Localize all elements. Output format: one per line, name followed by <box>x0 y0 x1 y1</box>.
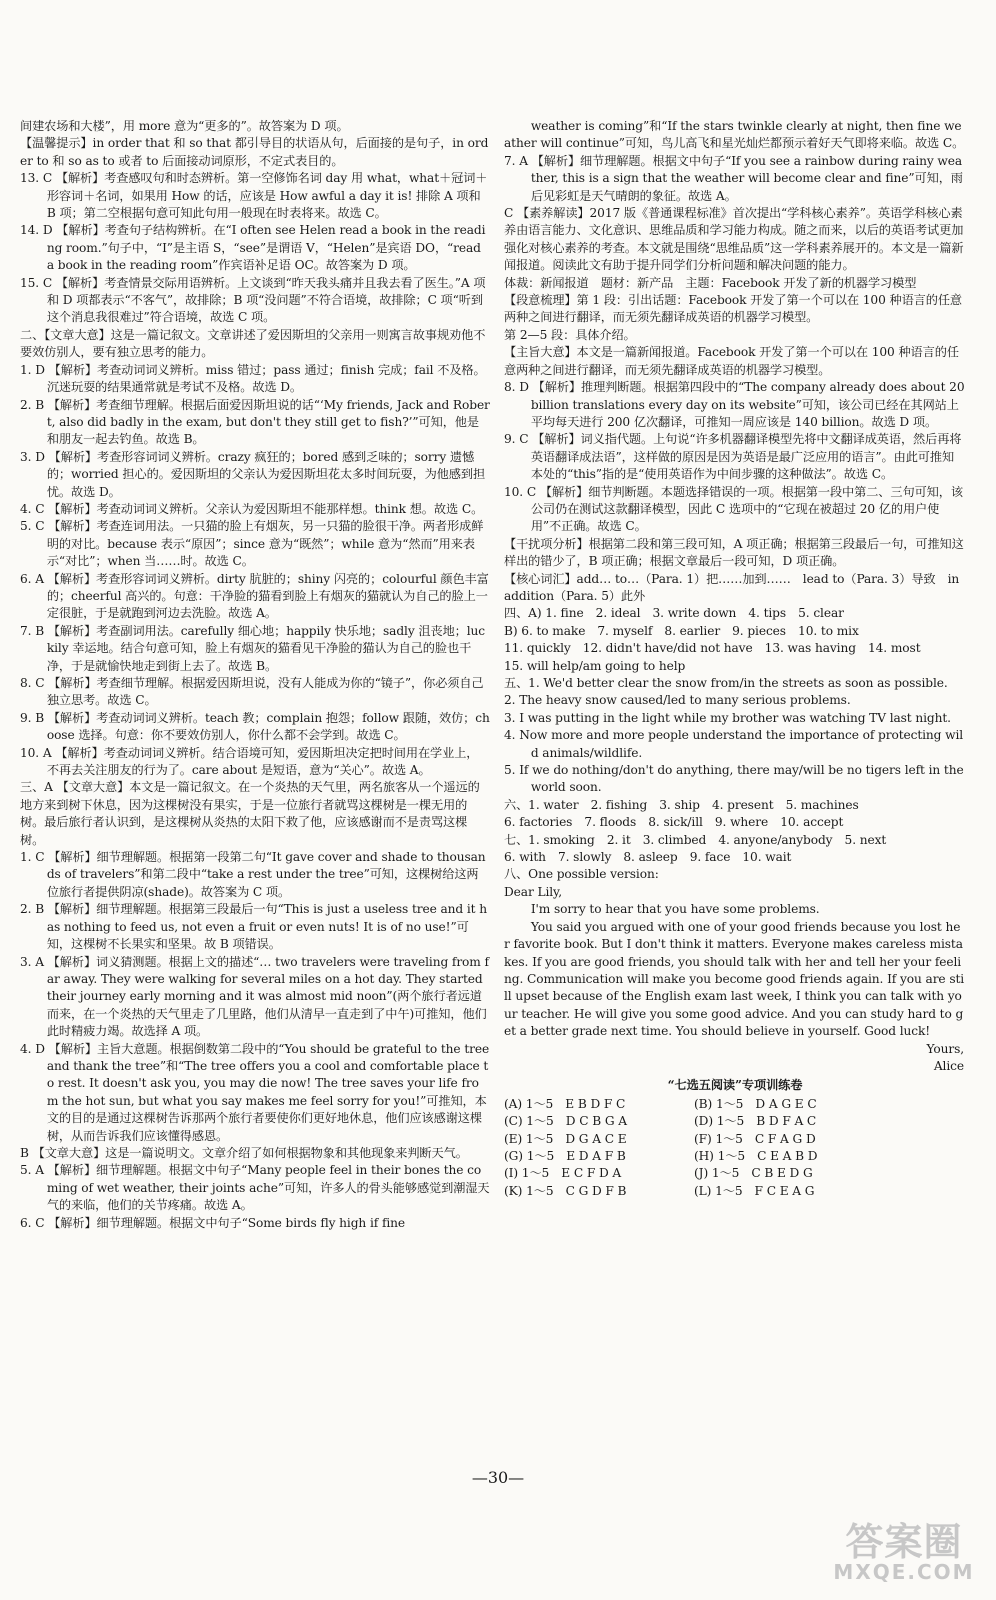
page-number: —30— <box>471 1468 525 1487</box>
right-paragraph: Dear Lily, <box>504 884 562 899</box>
watermark-bottom: MXQE.COM <box>833 1560 975 1584</box>
right-paragraph: 9. C 【解析】词义指代题。上句说“许多机器翻译模型先将中文翻译成英语，然后再将英语翻译成法语”，这样做的原因是因为英语是最广泛应用的语言”。由此可推知本处的“this”指的是“使用英语作为中间步骤的这种做法”。故选 C。 <box>504 432 962 482</box>
right-paragraph: 3. I was putting in the light while my brother was watching TV last night. <box>504 710 951 725</box>
answer-row <box>504 1096 884 1113</box>
right-paragraph: 【段意梳理】第 1 段：引出话题：Facebook 开发了第一个可以在 100 种语言的任意两种之间进行翻译，而无须先翻译成英语的机器学习模型。 <box>504 293 963 325</box>
right-paragraph: 2. The heavy snow caused/led to many serious problems. <box>504 693 851 708</box>
left-paragraph: 1. D 【解析】考查动词词义辨析。miss 错过；pass 通过；finish 完成；fail 不及格。沉迷玩耍的结果通常就是考试不及格。故选 D。 <box>20 362 486 395</box>
right-paragraph: 11. quickly 12. didn't have/did not have 13. was having 14. most <box>504 641 921 656</box>
left-paragraph: 二、【文章大意】这是一篇记叙文。文章讲述了爱因斯坦的父亲用一则寓言故事规劝他不要效仿别人，要有独立思考的能力。 <box>20 327 486 360</box>
right-paragraph: 5. If we do nothing/don't do anything, there may/will be no tigers left in the world soon. <box>504 763 964 795</box>
right-paragraph: Alice <box>933 1058 964 1073</box>
right-paragraph: 四、A) 1. fine 2. ideal 3. write down 4. tips 5. clear <box>504 606 844 621</box>
answer-cell: (B) 1～5 D A G E C <box>694 1096 817 1111</box>
right-paragraph: 6. factories 7. floods 8. sick/ill 9. where 10. accept <box>504 815 844 830</box>
right-paragraph: I'm sorry to hear that you have some problems. <box>530 902 820 917</box>
right-paragraph: 6. with 7. slowly 8. asleep 9. face 10. wait <box>504 850 792 865</box>
right-paragraph: 五、1. We'd better clear the snow from/in the streets as soon as possible. <box>504 676 948 690</box>
left-paragraph: 3. D 【解析】考查形容词词义辨析。crazy 疯狂的；bored 感到乏味的；sorry 遗憾的；worried 担心的。爱因斯坦的父亲认为爱因斯坦花太多时间玩耍，为他感到担忧。故选 D。 <box>20 449 486 499</box>
answer-cell: (F) 1～5 C F A G D <box>694 1131 816 1146</box>
left-paragraph: 8. C 【解析】考查细节理解。根据爱因斯坦说，没有人能成为你的“镜子”，你必须自己独立思考。故选 C。 <box>20 676 484 708</box>
right-paragraph: 7. A 【解析】细节理解题。根据文中句子“If you see a rainbow during rainy weather, this is a sign that the weather will become clear and fine”可知，雨后见彩虹是天气晴朗的象征。故选 A。 <box>504 153 963 203</box>
answer-row <box>504 1131 884 1148</box>
right-paragraph: 【核心词汇】add… to…（Para. 1）把……加到…… lead to（Para. 3）导致 in addition（Para. 5）此外 <box>504 571 960 603</box>
answer-cell: (G) 1～5 E D A F B <box>504 1148 626 1163</box>
left-paragraph: 三、A 【文章大意】本文是一篇记叙文。在一个炎热的天气里，两名旅客从一个遥远的地方来到树下休息，因为这棵树没有果实，于是一位旅行者就骂这棵树是一棵无用的树。最后旅行者认识到，是这棵树从炎热的太阳下救了他，应该感谢而不是责骂这棵树。 <box>20 780 480 847</box>
left-paragraph: 间建农场和大楼”，用 more 意为“更多的”。故答案为 D 项。 <box>20 119 349 133</box>
answer-cell: (A) 1～5 E B D F C <box>504 1096 626 1111</box>
answer-cell: (I) 1～5 E C F D A <box>504 1166 622 1181</box>
left-paragraph: B 【文章大意】这是一篇说明文。文章介绍了如何根据物象和其他现象来判断天气。 <box>20 1145 468 1160</box>
right-paragraph: B) 6. to make 7. myself 8. earlier 9. pieces 10. to mix <box>504 623 859 638</box>
right-paragraph: 4. Now more and more people understand the importance of protecting wild animals/wildlife. <box>504 728 964 760</box>
right-paragraph: 【干扰项分析】根据第二段和第三段可知，A 项正确；根据第三段最后一句，可推知这样出的错少了，B 项正确；根据文章最后一段可知，D 项正确。 <box>504 536 964 569</box>
answer-row <box>504 1113 884 1130</box>
left-paragraph: 15. C 【解析】考查情景交际用语辨析。上文谈到“昨天我头痛并且我去看了医生。”A 项和 D 项都表示“不客气”，故排除；B 项“没问题”不符合语境，故排除；C 项“听到这个消息我很难过”符合语境，故选 C 项。 <box>20 275 486 325</box>
right-paragraph: You said you argued with one of your good friends because you lost her favorite book. But I don't think it matters. Everyone makes careless mistakes. If you are good friends, you should talk with her and tell her your feeling. Communication will make you become good friends again. If you are still upset because of the English exam last week, I think you can talk with your teacher. He will give you some good advice. And you can study hard to get a better grade next time. You should believe in yourself. Good luck! <box>504 919 965 1039</box>
watermark-top: 答案圈 <box>845 1520 963 1564</box>
right-paragraph: 第 2—5 段：具体介绍。 <box>504 327 636 342</box>
answer-row <box>504 1165 884 1182</box>
left-paragraph: 7. B 【解析】考查副词用法。carefully 细心地；happily 快乐地；sadly 沮丧地；luckily 幸运地。结合句意可知，脸上有烟灰的猫看见干净脸的猫认为自己的脸也干净，于是就愉快地走到街上去了。故选 B。 <box>20 623 486 673</box>
left-paragraph: 13. C 【解析】考查感叹句和时态辨析。第一空修饰名词 day 用 what，what＋冠词＋形容词＋名词，如果用 How 的话，应该是 How awful a day it is! 排除 A 项和 B 项；第二空根据句意可知此句用一般现在时表将来。故选 C。 <box>20 171 488 221</box>
left-paragraph: 【温馨提示】in order that 和 so that 都引导目的状语从句，后面接的是句子，in order to 和 so as to 或者 to 后面接动词原形，不定式表目的。 <box>20 136 489 168</box>
left-paragraph: 5. C 【解析】考查连词用法。一只猫的脸上有烟灰，另一只猫的脸很干净。两者形成鲜明的对比。because 表示“原因”；since 意为“既然”；while 意为“然而”用来表示“对比”；when 当……时。故选 C。 <box>20 519 484 569</box>
answer-cell: (K) 1～5 C G D F B <box>504 1183 627 1198</box>
left-paragraph: 9. B 【解析】考查动词词义辨析。teach 教；complain 抱怨；follow 跟随，效仿；choose 选择。句意：你不要效仿别人，你什么都不会学到。故选 C。 <box>20 710 490 743</box>
left-paragraph: 6. C 【解析】细节理解题。根据文中句子“Some birds fly high if fine <box>20 1215 406 1230</box>
answer-cell: (J) 1～5 C B E D G <box>694 1166 813 1181</box>
right-paragraph: 10. C 【解析】细节判断题。本题选择错误的一项。根据第一段中第二、三句可知，该公司仍在测试这款翻译模型，因此 C 选项中的“它现在被超过 20 亿的用户使用”不正确。故选 C。 <box>504 484 963 534</box>
right-column <box>504 118 966 1200</box>
left-paragraph: 3. A 【解析】词义猜测题。根据上文的描述“… two travelers were traveling from far away. They were walking for several miles on a hot day. They started their journey early morning and it was almost mid noon”(两个旅行者远道而来，在一个炎热的天气里走了几里路，他们从清早一直走到了中午)可推知，他们此时精疲力竭。故选择 A 项。 <box>20 954 489 1039</box>
right-paragraph: 体裁：新闻报道 题材：新产品 主题：Facebook 开发了新的机器学习模型 <box>504 275 917 290</box>
answer-table <box>504 1096 884 1200</box>
section-title: “七选五阅读”专项训练卷 <box>667 1078 803 1093</box>
left-paragraph: 5. A 【解析】细节理解题。根据文中句子“Many people feel in their bones the coming of wet weather, their joints ache”可知，许多人的骨头能够感觉到潮湿天气的来临，他们的关节疼痛。故选 A。 <box>20 1163 490 1213</box>
watermark-logo <box>834 1520 974 1584</box>
left-paragraph: 6. A 【解析】考查形容词词义辨析。dirty 肮脏的；shiny 闪亮的；colourful 颜色丰富的；cheerful 高兴的。句意：干净脸的猫看到脸上有烟灰的猫就认为自己的脸上一定很脏，于是就跑到河边去洗脸。故选 A。 <box>20 571 489 621</box>
right-paragraph: 六、1. water 2. fishing 3. ship 4. present 5. machines <box>504 797 859 812</box>
right-paragraph: 15. will help/am going to help <box>504 658 686 673</box>
answer-cell: (L) 1～5 F C E A G <box>694 1183 815 1198</box>
right-paragraph: 七、1. smoking 2. it 3. climbed 4. anyone/anybody 5. next <box>504 832 887 847</box>
answer-cell: (H) 1～5 C E A B D <box>694 1148 818 1163</box>
left-paragraph: 2. B 【解析】考查细节理解。根据后面爱因斯坦说的话“‘My friends, Jack and Robert, also did badly in the exam, but don't they still get to fish?’”可知，他是和朋友一起去钓鱼。故选 B。 <box>20 397 490 447</box>
right-paragraph: 8. D 【解析】推理判断题。根据第四段中的“The company already does about 20 billion translations every day on its website”可知，该公司已经在其网站上平均每天进行 200 亿次翻译，可推知一周应该是 140 billion。故选 D 项。 <box>504 380 965 429</box>
answer-row <box>504 1148 884 1165</box>
answer-row <box>504 1183 884 1200</box>
right-paragraph: 八、One possible version: <box>504 867 659 882</box>
right-paragraph: C 【素养解读】2017 版《普通课程标准》首次提出“学科核心素养”。英语学科核心素养由语言能力、文化意识、思维品质和学习能力构成。随之而来，以后的英语考试更加强化对核心素养的考查。本文就是围绕“思维品质”这一学科素养展开的。本文是一篇新闻报道。阅读此文有助于提升同学们分析问题和解决问题的能力。 <box>504 206 964 273</box>
right-column-text <box>504 118 966 1075</box>
answer-cell: (D) 1～5 B D F A C <box>694 1114 817 1129</box>
left-paragraph: 14. D 【解析】考查句子结构辨析。在“I often see Helen read a book in the reading room.”句子中，“I”是主语 S，“see”是谓语 V，“Helen”是宾语 DO，“read a book in the reading room”作宾语补足语 OC。故答案为 D 项。 <box>20 223 486 273</box>
left-paragraph: 10. A 【解析】考查动词词义辨析。结合语境可知，爱因斯坦决定把时间用在学业上，不再去关注朋友的行为了。care about 是短语，意为“关心”。故选 A。 <box>20 745 479 778</box>
right-paragraph: Yours, <box>926 1041 964 1056</box>
left-paragraph: 2. B 【解析】细节理解题。根据第三段最后一句“This is just a useless tree and it has nothing to feed us, not even a fruit or even nuts! It is of no use!”可知，这棵树不长果实和坚果。故 B 项错误。 <box>20 902 487 952</box>
left-column <box>20 118 490 1232</box>
left-paragraph: 4. C 【解析】考查动词词义辨析。父亲认为爱因斯坦不能那样想。think 想。故选 C。 <box>20 501 484 516</box>
left-paragraph: 4. D 【解析】主旨大意题。根据倒数第二段中的“You should be grateful to the tree and thank the tree”和“The tree offers you a cool and comfortable place to rest. It doesn't ask you, you may die now! The tree saves your life from the hot sun, but what you say makes me feel sorry for you!”可推知，本文的目的是通过这棵树告诉那两个旅行者要使你们更好地休息，他们应该感谢这棵树，从而告诉我们应该懂得感恩。 <box>20 1041 490 1143</box>
answer-cell: (C) 1～5 D C B G A <box>504 1114 627 1129</box>
answer-cell: (E) 1～5 D G A C E <box>504 1131 627 1146</box>
right-paragraph: 【主旨大意】本文是一篇新闻报道。Facebook 开发了第一个可以在 100 种语言的任意两种之间进行翻译，而无须先翻译成英语的机器学习模型。 <box>504 345 959 377</box>
right-paragraph: weather is coming”和“If the stars twinkle clearly at night, then fine weather will continue”可知，鸟儿高飞和星光灿烂都预示着好天气即将来临。故选 C。 <box>504 119 965 151</box>
left-paragraph: 1. C 【解析】细节理解题。根据第一段第二句“It gave cover and shade to thousands of travelers”和第二段中“take a rest under the tree”可知，这棵树给这两位旅行者提供阴凉(shade)。故答案为 C 项。 <box>20 850 486 899</box>
